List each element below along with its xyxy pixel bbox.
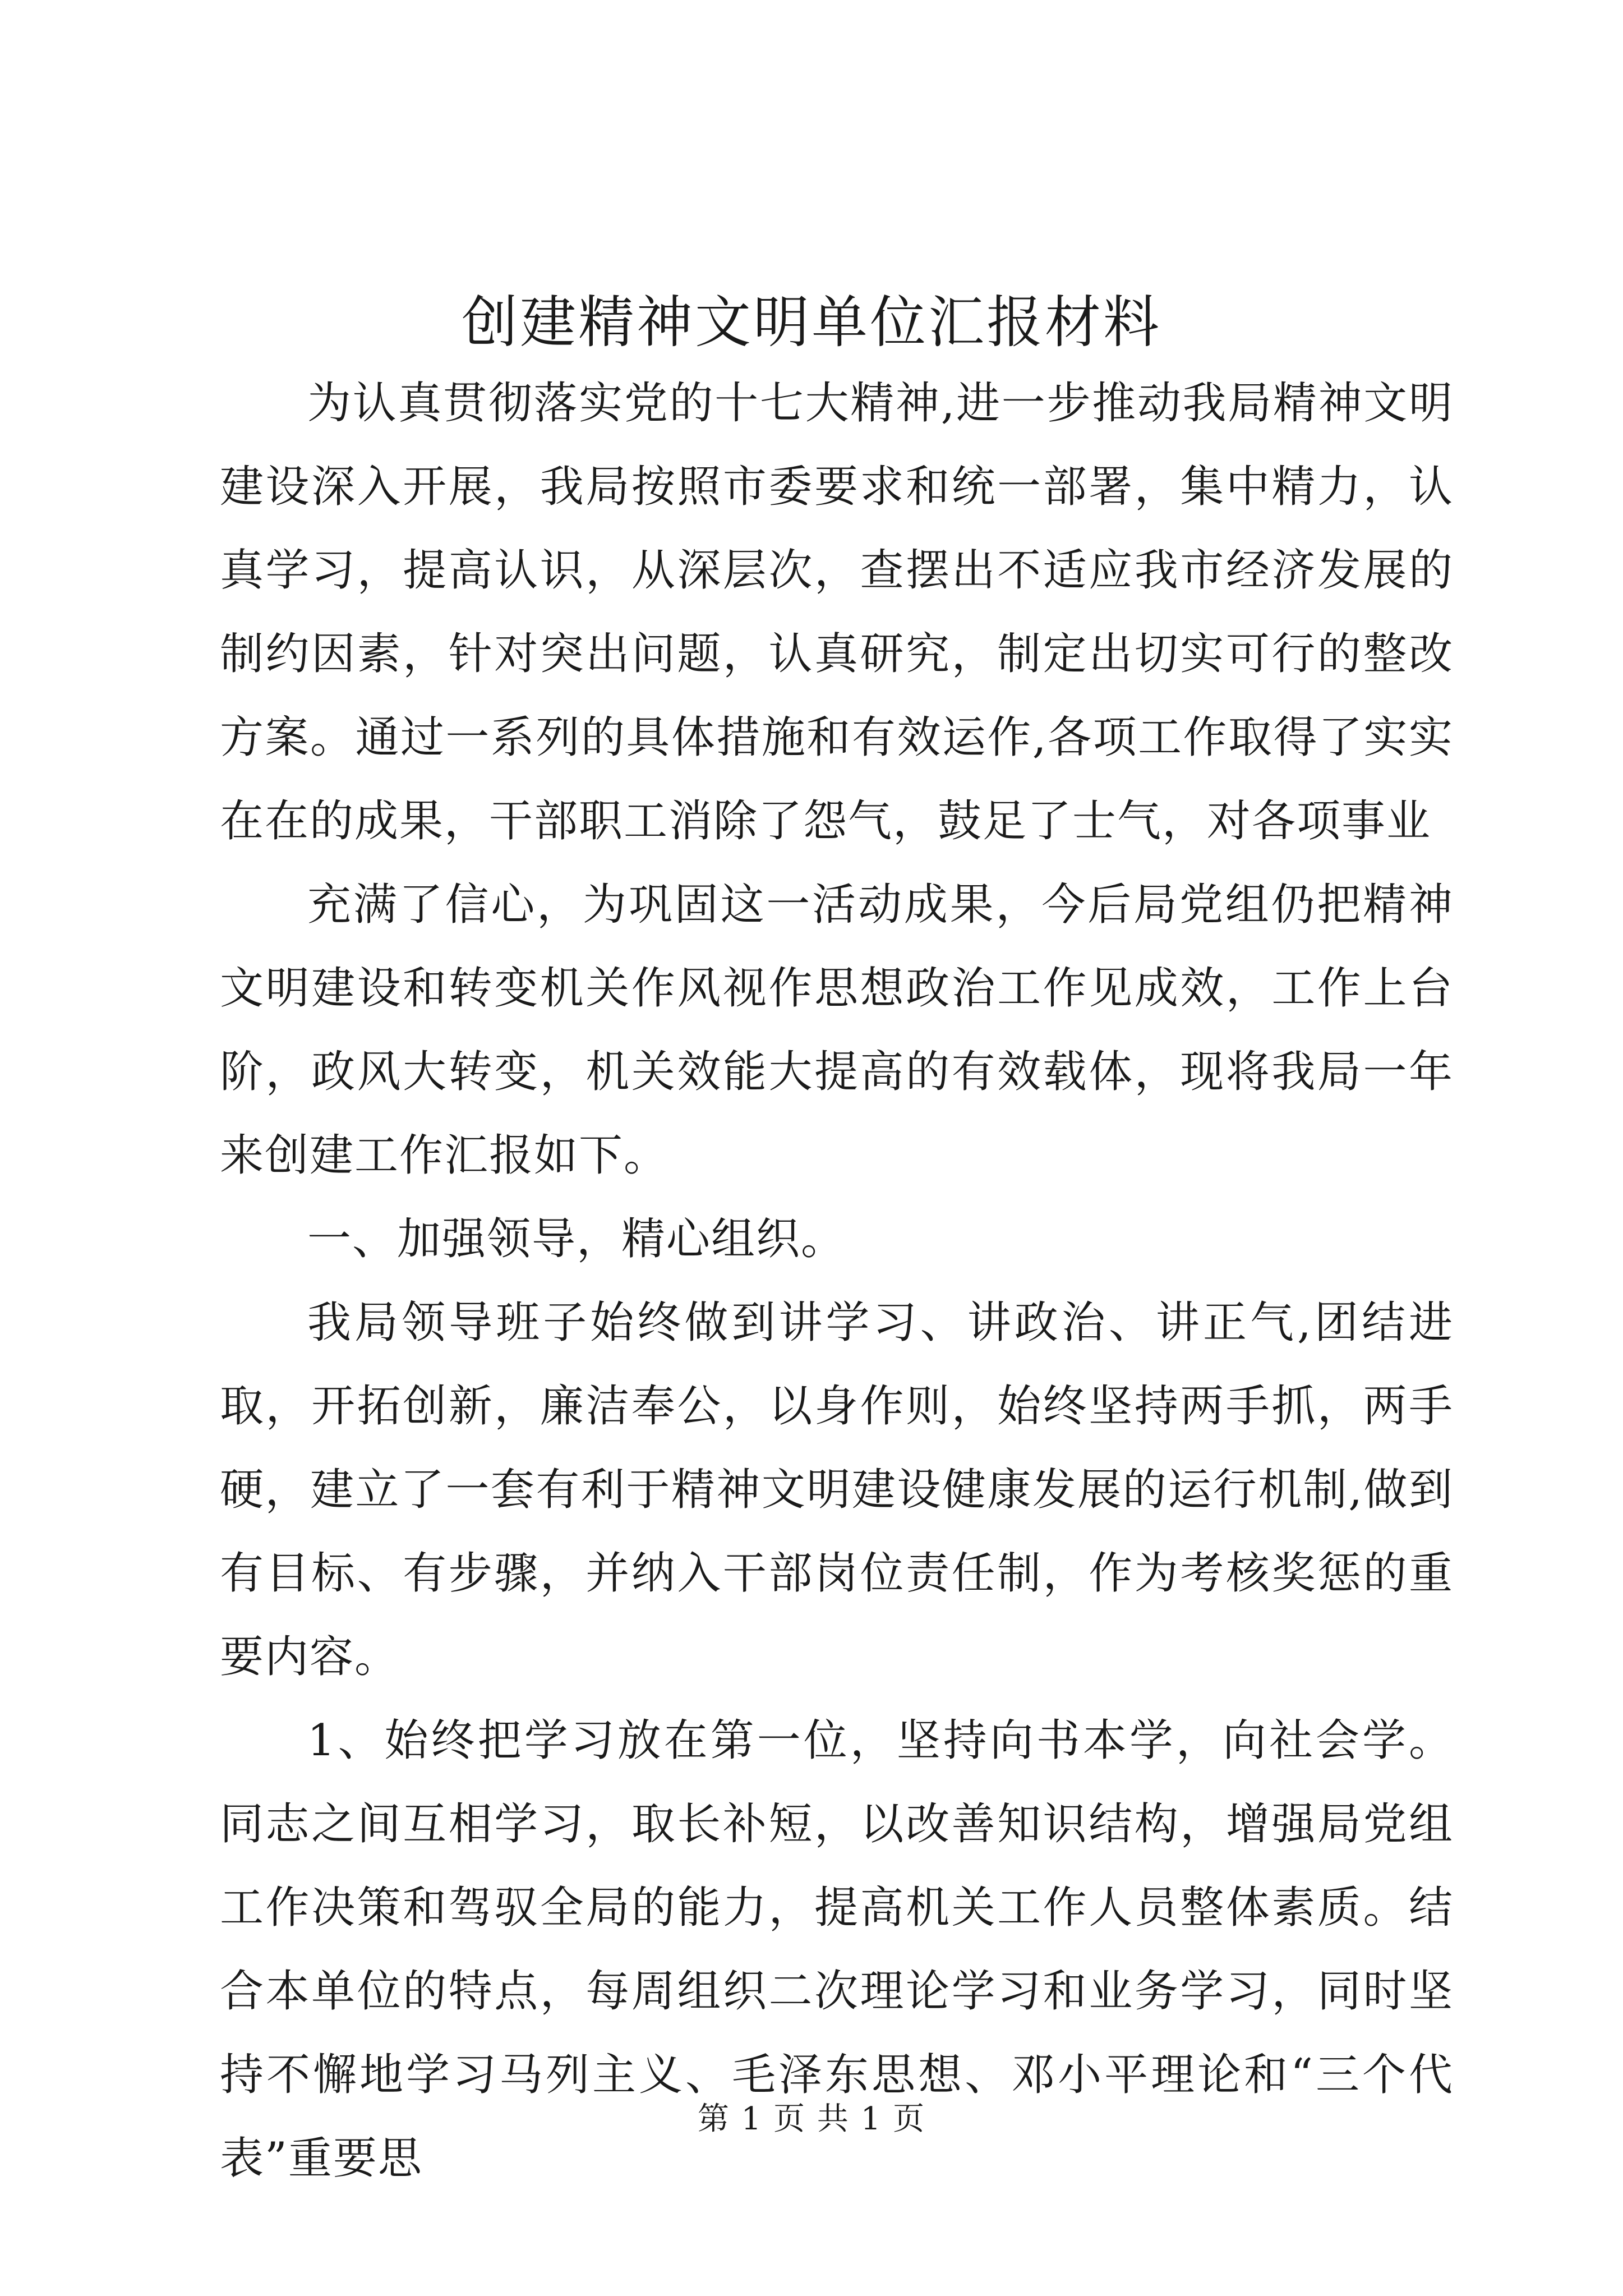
paragraph-study: 1、始终把学习放在第一位，坚持向书本学，向社会学。同志之间互相学习，取长补短，以改善知识结构，增强局党组工作决策和驾驭全局的能力，提高机关工作人员整体素质。结合本单位的特点，每周组织二次理论学习和业务学习，同时坚持不懈地学习马列主义、毛泽东思想、邓小平理论和“三个代表”重要思	[220, 1715, 1454, 2184]
document-title: 创建精神文明单位汇报材料	[462, 289, 1161, 355]
section-heading-1: 一、加强领导，精心组织。	[307, 1214, 846, 1264]
paragraph-confidence: 充满了信心，为巩固这一活动成果，今后局党组仍把精神文明建设和转变机关作风视作思想政治工作见成效，工作上台阶，政风大转变，机关效能大提高的有效载体，现将我局一年来创建工作汇报如下。	[220, 880, 1454, 1181]
paragraph-leadership: 我局领导班子始终做到讲学习、讲政治、讲正气,团结进取，开拓创新，廉洁奉公，以身作则，始终坚持两手抓，两手硬，建立了一套有利于精神文明建设健康发展的运行机制,做到有目标、有步骤，并纳入干部岗位责任制，作为考核奖惩的重要内容。	[220, 1297, 1454, 1682]
document-body	[220, 362, 1454, 2201]
page-footer: 第 1 页 共 1 页	[697, 2101, 926, 2137]
paragraph-intro: 为认真贯彻落实党的十七大精神,进一步推动我局精神文明建设深入开展，我局按照市委要求和统一部署，集中精力，认真学习，提高认识，从深层次，查摆出不适应我市经济发展的制约因素，针对突出问题，认真研究，制定出切实可行的整改方案。通过一系列的具体措施和有效运作,各项工作取得了实实在在的成果，干部职工消除了怨气，鼓足了士气，对各项事业	[220, 378, 1454, 846]
